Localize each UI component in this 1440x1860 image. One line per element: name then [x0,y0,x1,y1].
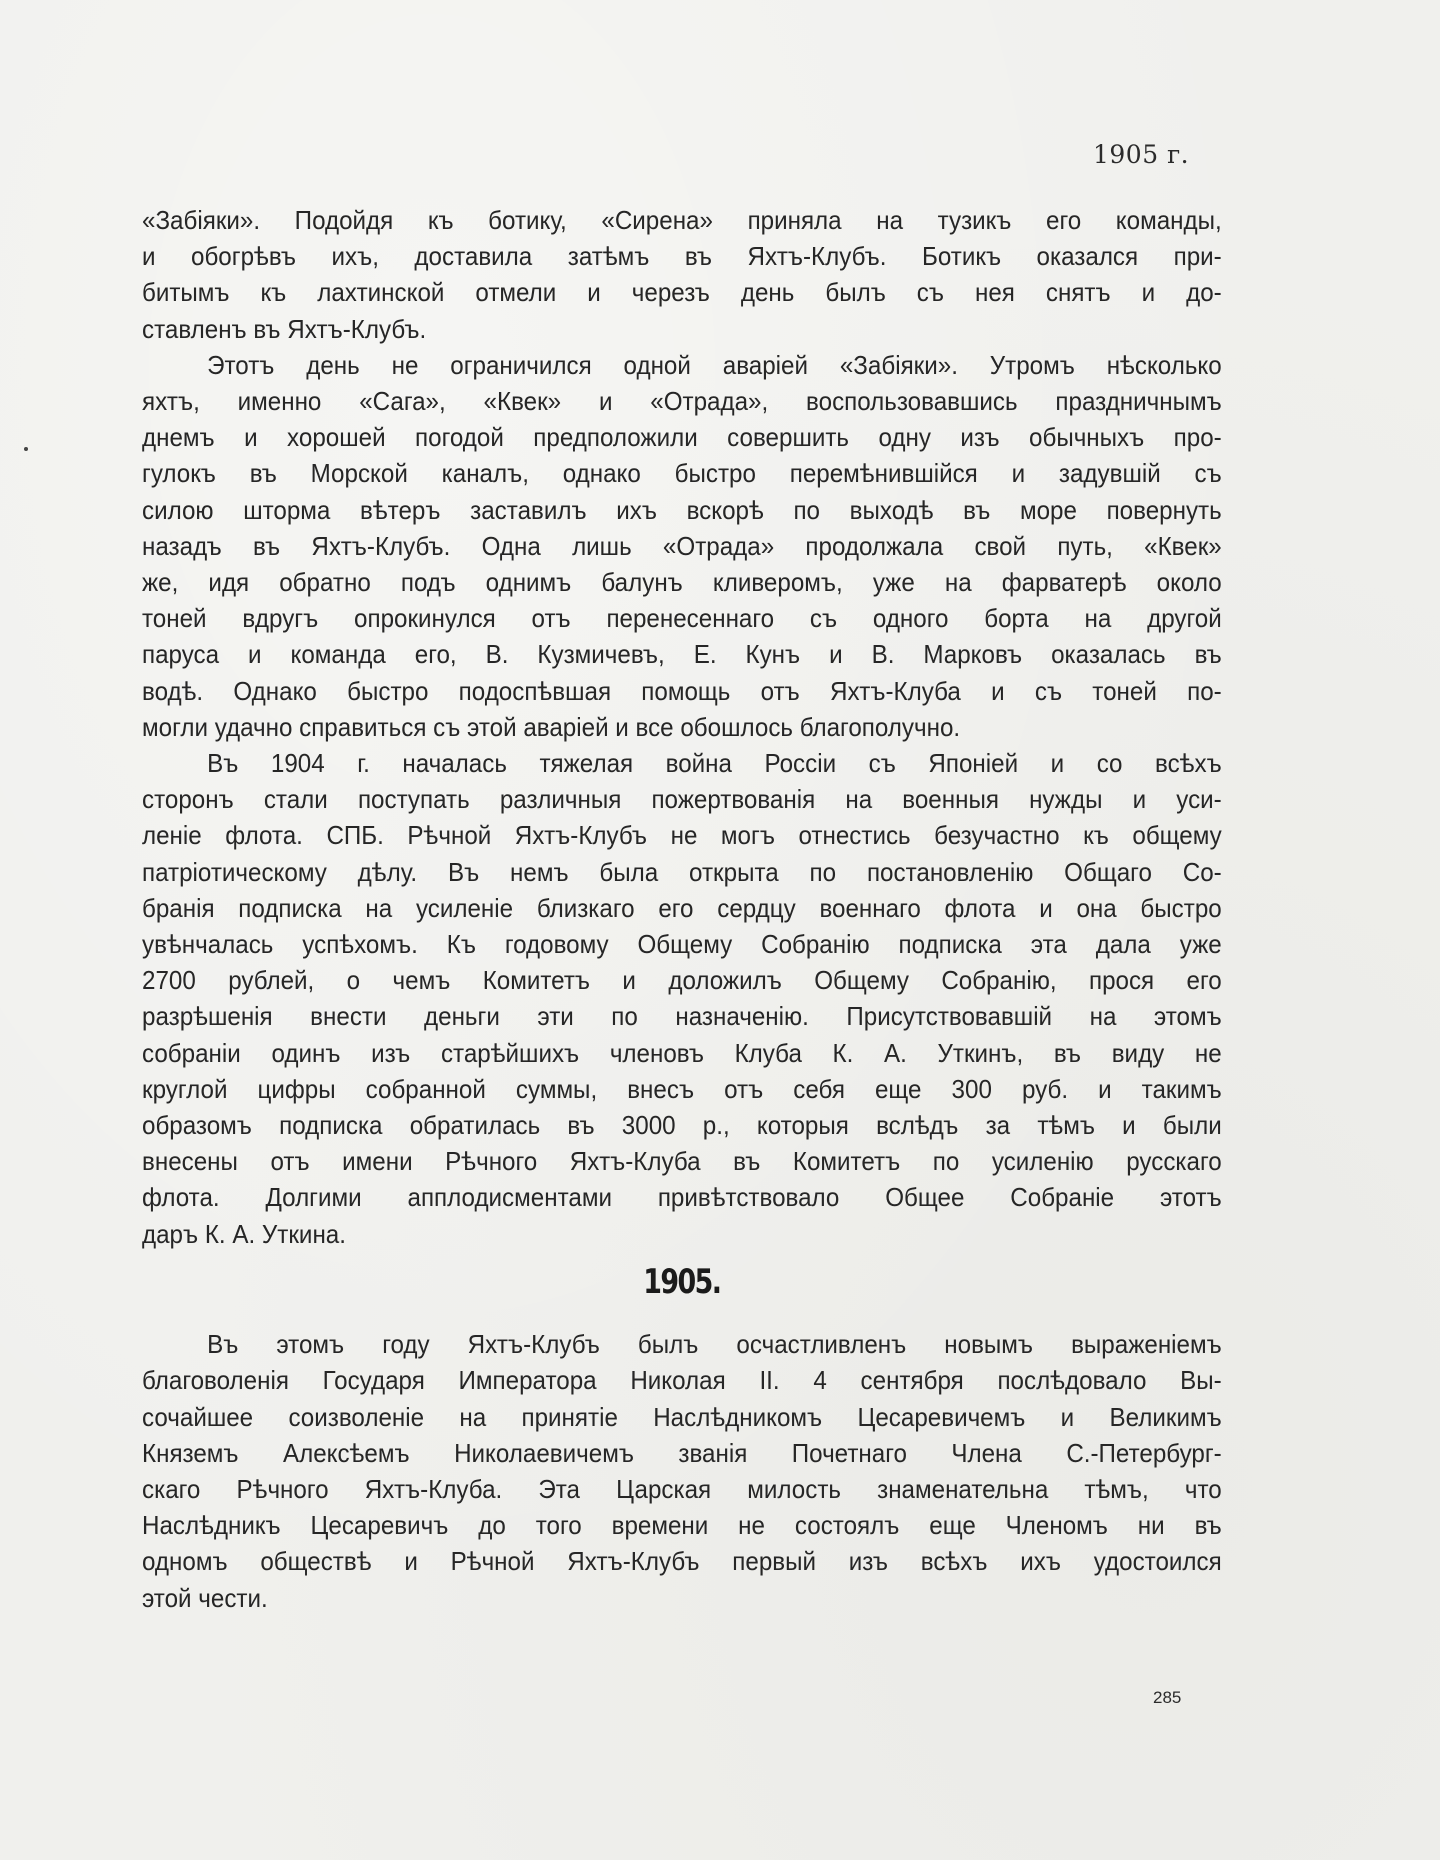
text-line: одномъ обществѣ и Рѣчной Яхтъ-Клубъ первый изъ всѣхъ ихъ удостоился [142,1546,1222,1577]
text-line: Этотъ день не ограничился одной аваріей «Забіяки». Утромъ нѣсколько [207,349,1222,380]
page-number: 285 [1153,1688,1182,1707]
scan-speck [24,447,28,451]
text-line: увѣнчалась успѣхомъ. Къ годовому Общему Собранію подписка эта дала уже [142,929,1222,960]
text-line: благоволенія Государя Императора Николая II. 4 сентября послѣдовало Вы- [142,1365,1222,1396]
text-line: Княземъ Алексѣемъ Николаевичемъ званія Почетнаго Члена С.-Петербург- [142,1437,1222,1468]
text-line: битымъ къ лахтинской отмели и черезъ день былъ съ нея снятъ и до- [142,277,1222,308]
text-line: «Забіяки». Подойдя къ ботику, «Сирена» приняла на тузикъ его команды, [142,205,1222,235]
running-head-year: 1905 г. [1093,140,1190,169]
text-line: Въ 1904 г. началась тяжелая война Россіи съ Японіей и со всѣхъ [207,748,1222,779]
text-line: Наслѣдникъ Цесаревичъ до того времени не состоялъ еще Членомъ ни въ [142,1510,1222,1541]
text-line: тоней вдругъ опрокинулся отъ перенесеннаго съ одного борта на другой [142,603,1222,634]
text-line: днемъ и хорошей погодой предположили совершить одну изъ обычныхъ про- [142,422,1222,453]
text-line: бранія подписка на усиленіе близкаго его сердцу военнаго флота и она быстро [142,892,1222,923]
text-line: могли удачно справиться съ этой аваріей и все обошлось благополучно. [142,711,961,742]
text-line: назадъ въ Яхтъ-Клубъ. Одна лишь «Отрада» продолжала свой путь, «Квек» [142,530,1222,561]
text-line: разрѣшенія внести деньги эти по назначенію. Присутствовавшій на этомъ [142,1001,1222,1032]
text-line: круглой цифры собранной суммы, внесъ отъ себя еще 300 руб. и такимъ [142,1073,1222,1104]
text-line: скаго Рѣчного Яхтъ-Клуба. Эта Царская милость знаменательна тѣмъ, что [142,1473,1222,1504]
text-line: этой чести. [142,1582,268,1613]
text-line: образомъ подписка обратилась въ 3000 р., которыя вслѣдъ за тѣмъ и были [142,1110,1222,1141]
text-line: патріотическому дѣлу. Въ немъ была открыта по постановленію Общаго Со- [142,856,1222,887]
text-line: силою шторма вѣтеръ заставилъ ихъ вскорѣ по выходѣ въ море повернуть [142,494,1222,525]
paragraph-kvek-capsize [142,347,1222,745]
paragraph-zabiaki-rescue [142,202,1222,347]
text-line: сочайшее соизволеніе на принятіе Наслѣдникомъ Цесаревичемъ и Великимъ [142,1401,1222,1432]
text-line: 2700 рублей, о чемъ Комитетъ и доложилъ Общему Собранію, прося его [142,965,1222,996]
text-line: Въ этомъ году Яхтъ-Клубъ былъ осчастливленъ новымъ выраженіемъ [207,1329,1222,1360]
body-text-column [142,202,1222,1616]
text-line: флота. Долгими апплодисментами привѣтствовало Общее Собраніе этотъ [142,1182,1222,1213]
paragraph-war-donations [142,745,1222,1252]
text-line: даръ К. А. Уткина. [142,1218,346,1249]
text-line: же, идя обратно подъ однимъ балунъ кливеромъ, уже на фарватерѣ около [142,567,1222,598]
text-line: паруса и команда его, В. Кузмичевъ, Е. Кунъ и В. Марковъ оказалась въ [142,639,1222,670]
text-line: яхтъ, именно «Сага», «Квек» и «Отрада», воспользовавшись праздничнымъ [142,386,1222,417]
text-line: ставленъ въ Яхтъ-Клубъ. [142,313,427,344]
text-line: и обогрѣвъ ихъ, доставила затѣмъ въ Яхтъ-Клубъ. Ботикъ оказался при- [142,241,1222,272]
text-line: собраніи одинъ изъ старѣйшихъ членовъ Клуба К. А. Уткинъ, въ виду не [142,1037,1222,1068]
text-line: водѣ. Однако быстро подоспѣвшая помощь отъ Яхтъ-Клуба и съ тоней по- [142,675,1222,706]
text-line: гулокъ въ Морской каналъ, однако быстро перемѣнившійся и задувшій съ [142,458,1222,489]
text-line: сторонъ стали поступать различныя пожертвованія на военныя нужды и уси- [142,784,1222,815]
section-heading-1905: 1905. [643,1261,721,1302]
text-line: леніе флота. СПБ. Рѣчной Яхтъ-Клубъ не могъ отнестись безучастно къ общему [142,820,1222,851]
text-line: внесены отъ имени Рѣчного Яхтъ-Клуба въ Комитетъ по усиленію русскаго [142,1146,1222,1177]
paragraph-honorary-member [142,1326,1222,1616]
